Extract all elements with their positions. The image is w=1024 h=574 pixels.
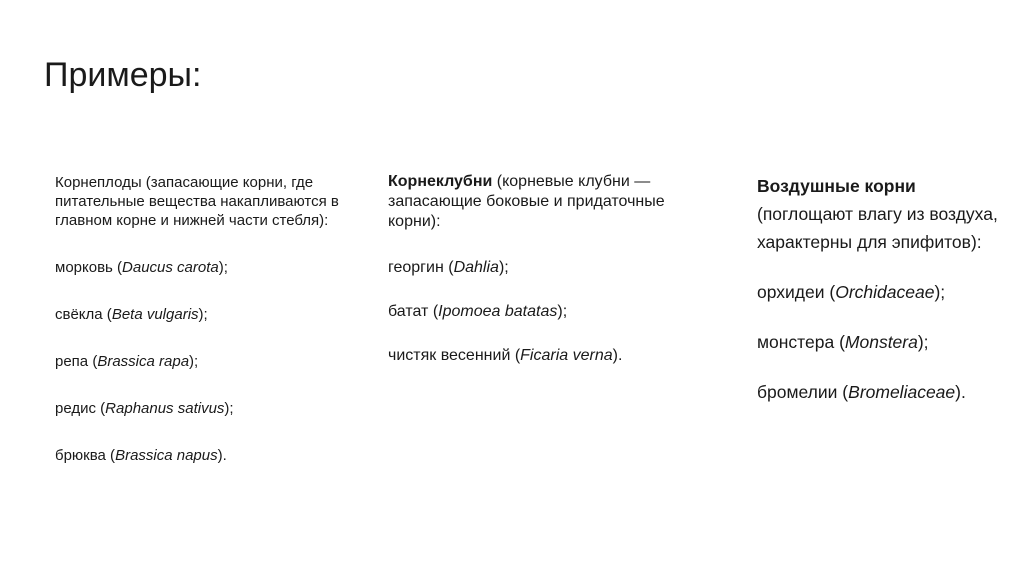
plant-name: георгин [388, 259, 444, 276]
item-end: ); [934, 282, 946, 302]
item-end: ); [224, 400, 234, 417]
heading-text: (корневые клубни — запасающие боковые и придаточные корни): [388, 173, 665, 230]
latin-name: Ficaria verna [520, 347, 613, 364]
latin-name: Beta vulgaris [111, 306, 199, 323]
item-end: ); [189, 353, 199, 370]
plant-name: морковь [55, 259, 113, 276]
latin-name: Monstera [844, 332, 918, 352]
list-item: монстера (Monstera); [757, 332, 929, 352]
plant-name: чистяк весенний [388, 347, 511, 364]
plant-name: репа [55, 353, 89, 370]
list-item: морковь (Daucus carota); [55, 259, 228, 276]
heading-bold: Корнеклубни [388, 173, 493, 190]
item-end: ); [198, 306, 208, 323]
plant-name: монстера [757, 332, 835, 352]
item-end: ); [557, 303, 568, 320]
list-item: брюква (Brassica napus). [55, 447, 227, 464]
latin-name: Dahlia [453, 259, 499, 276]
item-end: ). [612, 347, 623, 364]
latin-name: Orchidaceae [835, 282, 935, 302]
column-heading [55, 173, 340, 230]
column-heading [388, 172, 688, 232]
heading-text: (поглощают влагу из воздуха, характерны для эпифитов): [757, 204, 998, 252]
item-end: ). [217, 447, 227, 464]
latin-name: Daucus carota [122, 259, 219, 276]
latin-name: Brassica rapa [97, 353, 190, 370]
list-item: орхидеи (Orchidaceae); [757, 282, 946, 302]
plant-name: свёкла [55, 306, 103, 323]
column-aerial-roots [757, 172, 1007, 406]
item-end: ); [917, 332, 929, 352]
list-item: чистяк весенний (Ficaria verna). [388, 347, 623, 364]
plant-name: бромелии [757, 382, 838, 402]
heading-bold: Воздушные корни [757, 176, 916, 196]
column-root-crops [55, 173, 340, 465]
list-item: редис (Raphanus sativus); [55, 400, 234, 417]
list-item: свёкла (Beta vulgaris); [55, 306, 208, 323]
column-root-tubers [388, 172, 688, 366]
plant-name: орхидеи [757, 282, 825, 302]
plant-name: батат [388, 303, 429, 320]
list-item: георгин (Dahlia); [388, 259, 509, 276]
item-end: ); [218, 259, 228, 276]
column-heading [757, 172, 1007, 256]
item-end: ); [498, 259, 509, 276]
list-item: батат (Ipomoea batatas); [388, 303, 568, 320]
item-end: ). [955, 382, 966, 402]
latin-name: Bromeliaceae [848, 382, 956, 402]
latin-name: Brassica napus [115, 447, 218, 464]
slide-title: Примеры: [44, 56, 202, 94]
latin-name: Raphanus sativus [105, 400, 225, 417]
heading-text: (запасающие корни, где питательные вещества накапливаются в главном корне и нижней части стебля): [55, 174, 339, 229]
plant-name: редис [55, 400, 96, 417]
latin-name: Ipomoea batatas [438, 303, 558, 320]
plant-name: брюква [55, 447, 106, 464]
list-item: репа (Brassica rapa); [55, 353, 199, 370]
heading-bold: Корнеплоды [55, 174, 142, 191]
list-item: бромелии (Bromeliaceae). [757, 382, 966, 402]
